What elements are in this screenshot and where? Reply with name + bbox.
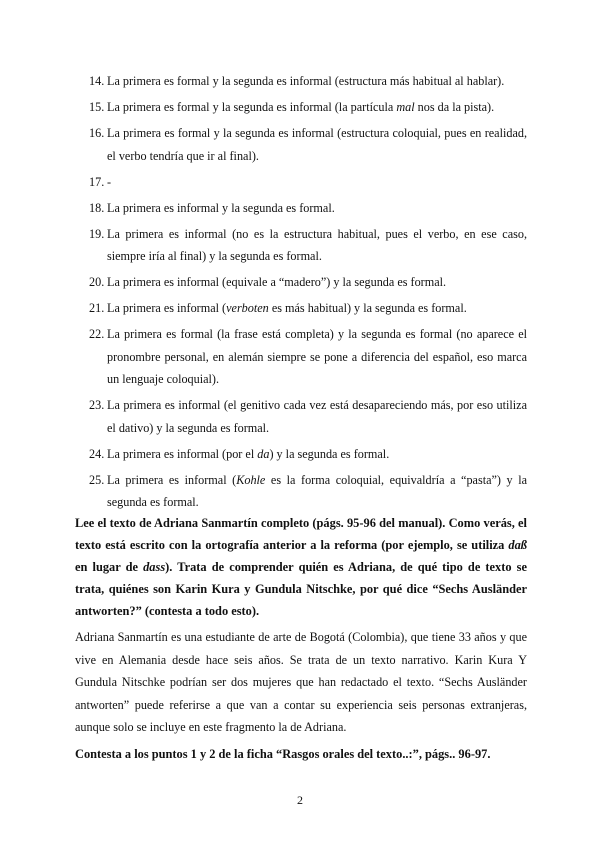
item-number: 14. (89, 74, 105, 88)
list-item: 21. La primera es informal (verboten es más habitual) y la segunda es formal. (89, 297, 527, 320)
item-number: 25. (89, 472, 105, 487)
list-item: 20. La primera es informal (equivale a “madero”) y la segunda es formal. (89, 271, 527, 294)
list-item: 18. La primera es informal y la segunda es formal. (89, 197, 527, 220)
item-number: 23. (89, 398, 105, 412)
list-item: 19. La primera es informal (no es la estructura habitual, pues el verbo, en ese caso, siempre iría al final) y la segunda es formal. (89, 223, 527, 268)
item-number: 15. (89, 100, 105, 114)
item-number: 21. (89, 301, 105, 315)
item-number: 18. (89, 200, 105, 215)
answer-list (89, 70, 527, 517)
list-item: 16. La primera es formal y la segunda es informal (estructura coloquial, pues en realidad, el verbo tendría que ir al final). (89, 122, 527, 167)
item-number: 16. (89, 126, 105, 140)
list-item: 14. La primera es formal y la segunda es informal (estructura más habitual al hablar). (89, 70, 527, 93)
answer-paragraph: Adriana Sanmartín es una estudiante de arte de Bogotá (Colombia), que tiene 33 años y que vive en Alemania desde hace seis años. Se trata de un texto narrativo. Karin Kura Y Gundula Nitschke podrían ser dos mujeres que han redactado el texto. “Sechs Ausländer antworten” puede referirse a que van a contar su experiencia seis personas extranjeras, aunque solo se incluye en este fragmento la de Adriana. (75, 630, 527, 734)
item-number: 20. (89, 275, 105, 289)
list-item: 17. - (89, 171, 527, 194)
list-item: 25. La primera es informal (Kohle es la forma coloquial, equivaldría a “pasta”) y la segunda es formal. (89, 469, 527, 514)
item-number: 22. (89, 327, 105, 341)
list-item: 22. La primera es formal (la frase está completa) y la segunda es formal (no aparece el pronombre personal, en alemán siempre se pone a diferencia del español, eso marca un lenguaje coloquial). (89, 323, 527, 391)
item-number: 17. (89, 174, 105, 189)
list-item: 23. La primera es informal (el genitivo cada vez está desapareciendo más, por eso utiliza el dativo) y la segunda es formal. (89, 394, 527, 439)
list-item: 24. La primera es informal (por el da) y la segunda es formal. (89, 443, 527, 466)
item-number: 19. (89, 226, 105, 241)
list-item: 15. La primera es formal y la segunda es informal (la partícula mal nos da la pista). (89, 96, 527, 119)
task-instruction-1: Lee el texto de Adriana Sanmartín completo (págs. 95-96 del manual). Como verás, el texto está escrito con la ortografía anterior a la reforma (por ejemplo, se utiliza daß en lugar de dass). Trata de comprender quién es Adriana, de qué tipo de texto se trata, quiénes son Karin Kura y Gundula Nitschke, por qué dice “Sechs Ausländer antworten?” (contesta a todo esto). (75, 516, 528, 618)
page-number: 2 (297, 793, 303, 807)
item-number: 24. (89, 446, 105, 461)
task-instruction-2: Contesta a los puntos 1 y 2 de la ficha “Rasgos orales del texto..:”, págs.. 96-97. (75, 747, 491, 761)
